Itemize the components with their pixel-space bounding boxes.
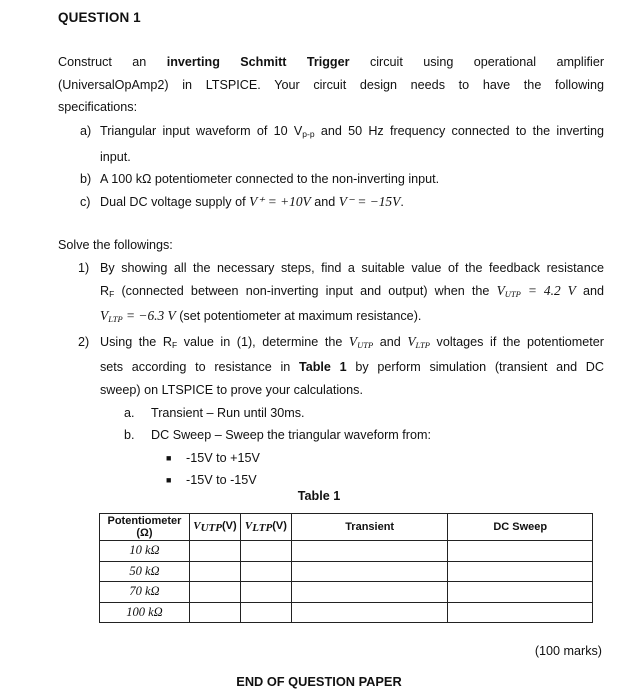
task-item-2: 2) Using the $R_F$ value in (1), determine the $V_{UTP}$ and $V_{LTP}$ voltages if the potentiometer sets according to resistance in Table 1 by perform simulation (transient and DC sweep) on LTSPICE to prove your calculations. [78, 333, 604, 397]
table-row [100, 602, 593, 623]
spec-item-a: a) Triangular input waveform of 10 $V_{p-p}$ and 50 Hz frequency connected to the inverting input. [80, 124, 604, 164]
subitem-a: a. Transient – Run until 30ms. [124, 405, 305, 420]
table-row [100, 582, 593, 603]
circuit-type-bold: inverting Schmitt Trigger [166, 55, 350, 69]
cell-transient [291, 582, 448, 603]
header-vutp: $V_{UTP}(V)$ [189, 514, 240, 541]
cell-dc-sweep [448, 561, 593, 582]
cell-vutp [189, 602, 240, 623]
bullet-item: ■ -15V to +15V [58, 447, 604, 470]
solve-heading: Solve the followings: [58, 238, 173, 252]
marks-label: (100 marks) [534, 644, 602, 658]
cell-dc-sweep [448, 602, 593, 623]
row-resistance: 100 kΩ [100, 602, 190, 623]
cell-dc-sweep [448, 582, 593, 603]
cell-vutp [189, 541, 240, 562]
cell-vutp [189, 582, 240, 603]
v-plus-eq: V⁺ = +10V [249, 193, 311, 209]
square-bullet-icon: ■ [166, 452, 172, 463]
header-potentiometer: Potentiometer (Ω) [100, 514, 190, 541]
end-of-paper: END OF QUESTION PAPER [236, 674, 402, 689]
cell-vltp [240, 541, 291, 562]
cell-vutp [189, 561, 240, 582]
question-title: QUESTION 1 [58, 10, 141, 25]
header-vltp: $V_{LTP}(V)$ [240, 514, 291, 541]
cell-vltp [240, 602, 291, 623]
row-resistance: 50 kΩ [100, 561, 190, 582]
cell-transient [291, 541, 448, 562]
table-header-row [100, 514, 593, 541]
spec-item-c: c) Dual DC voltage supply of V⁺ = +10V and V⁻ = −15V. [80, 193, 404, 209]
table-row [100, 561, 593, 582]
intro-line-3: specifications: [58, 100, 138, 115]
row-resistance: 10 kΩ [100, 541, 190, 562]
results-table [99, 513, 593, 623]
v-minus-eq: V⁻ = −15V [338, 193, 401, 209]
header-dc-sweep: DC Sweep [448, 514, 593, 541]
cell-dc-sweep [448, 541, 593, 562]
vutp-eq: $V_{UTP} = 4.2$ V [496, 282, 576, 299]
table-ref-bold: Table 1 [298, 360, 347, 375]
cell-vltp [240, 582, 291, 603]
square-bullet-icon: ■ [166, 475, 172, 486]
spec-list [58, 120, 604, 213]
task-list [58, 257, 604, 492]
vltp-eq: $V_{LTP} = -6.3$ V [100, 308, 176, 325]
intro-line-1: Construct an inverting Schmitt Trigger circuit using operational amplifier [58, 55, 605, 69]
cell-transient [291, 561, 448, 582]
intro-paragraph [58, 51, 604, 119]
row-resistance: 70 kΩ [100, 582, 190, 603]
task-item-1: 1) By showing all the necessary steps, find a suitable value of the feedback resistance $R_F$ (connected between non-inverting input and output) when the $V_{UTP} = 4.2$ V and $V_{LTP} = -6.3$ V (set potentiometer at maximum resistance). [78, 261, 605, 325]
spec-item-b: b) A 100 kΩ potentiometer connected to the non-inverting input. [80, 172, 440, 187]
cell-transient [291, 602, 448, 623]
intro-line-2: (UniversalOpAmp2) in LTSPICE. Your circuit design needs to have the following [58, 77, 604, 92]
table-caption: Table 1 [297, 489, 341, 503]
table-row [100, 541, 593, 562]
bullet-item: ■ -15V to -15V [58, 469, 604, 492]
subitem-b: b. DC Sweep – Sweep the triangular waveform from: [124, 428, 431, 443]
header-transient: Transient [291, 514, 448, 541]
cell-vltp [240, 561, 291, 582]
